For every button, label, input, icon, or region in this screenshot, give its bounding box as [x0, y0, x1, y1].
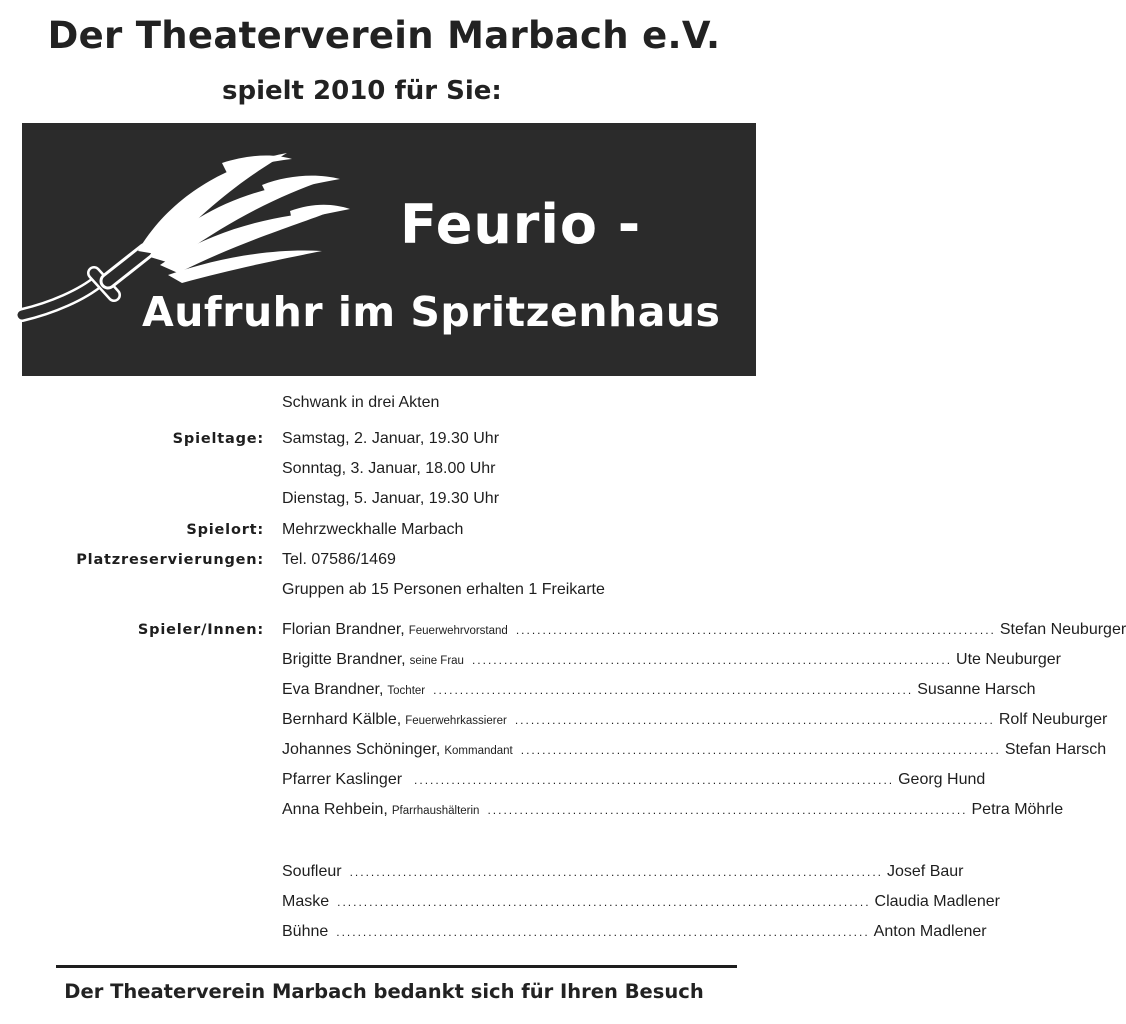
footer-divider: [56, 965, 737, 968]
character-name: Johannes Schöninger,: [282, 741, 441, 758]
cast-row: [282, 741, 1107, 761]
actor-name: Rolf Neuburger: [998, 711, 1108, 728]
crew-row: [282, 923, 987, 943]
dot-leader: ....................................................................................................: [336, 925, 870, 939]
actor-name: Stefan Neuburger: [999, 621, 1126, 638]
dot-leader: ..........................................................................................: [471, 653, 953, 667]
page-title: Der Theaterverein Marbach e.V.: [47, 14, 721, 57]
dot-leader: ....................................................................................................: [337, 895, 871, 909]
dot-leader: ..........................................................................................: [414, 773, 895, 787]
date-2: Sonntag, 3. Januar, 18.00 Uhr: [282, 460, 496, 477]
dot-leader: ..........................................................................................: [433, 683, 914, 697]
spieltage-label: Spieltage:: [172, 431, 264, 447]
banner-subtitle: Aufruhr im Spritzenhaus: [142, 288, 721, 336]
title-banner: [22, 123, 756, 376]
date-1: Samstag, 2. Januar, 19.30 Uhr: [282, 430, 500, 447]
actor-name: Petra Möhrle: [971, 801, 1064, 818]
cast-row: [282, 771, 986, 791]
character-role: Feuerwehrkassierer: [405, 715, 507, 727]
character-role: Kommandant: [444, 745, 513, 757]
character-role: seine Frau: [409, 655, 464, 667]
cast-row: [282, 681, 1036, 701]
crew-role: Maske: [282, 893, 330, 910]
dot-leader: ..........................................................................................: [514, 713, 995, 727]
actor-name: Stefan Harsch: [1004, 741, 1107, 758]
character-name: Eva Brandner,: [282, 681, 384, 698]
crew-member: Anton Madlener: [873, 923, 987, 940]
character-role: Pfarrhaushälterin: [391, 805, 480, 817]
cast-row: [282, 621, 1126, 641]
spielort-value: Mehrzweckhalle Marbach: [282, 521, 464, 538]
crew-role: Bühne: [282, 923, 329, 940]
actor-name: Georg Hund: [898, 771, 986, 788]
dot-leader: ....................................................................................................: [349, 865, 883, 879]
dot-leader: ..........................................................................................: [515, 623, 996, 637]
genre-text: Schwank in drei Akten: [282, 394, 440, 411]
cast-row: [282, 801, 1064, 821]
spielort-label: Spielort:: [186, 522, 264, 538]
character-name: Bernhard Kälble,: [282, 711, 402, 728]
banner-title: Feurio -: [400, 193, 642, 256]
character-name: Anna Rehbein,: [282, 801, 388, 818]
actor-name: Susanne Harsch: [917, 681, 1036, 698]
cast-label: Spieler/Innen:: [137, 622, 264, 638]
character-role: Feuerwehrvorstand: [408, 625, 508, 637]
crew-row: [282, 893, 1000, 913]
dot-leader: ..........................................................................................: [520, 743, 1001, 757]
crew-row: [282, 863, 964, 883]
fire-hose-spray-icon: [22, 123, 756, 376]
crew-role: Soufleur: [282, 863, 342, 880]
character-role: Tochter: [387, 685, 426, 697]
cast-row: [282, 711, 1108, 731]
group-note: Gruppen ab 15 Personen erhalten 1 Freikarte: [282, 581, 605, 598]
crew-member: Josef Baur: [887, 863, 964, 880]
dot-leader: ..........................................................................................: [487, 803, 968, 817]
actor-name: Ute Neuburger: [956, 651, 1061, 668]
footer-text: Der Theaterverein Marbach bedankt sich für Ihren Besuch: [64, 980, 704, 1003]
character-name: Florian Brandner,: [282, 621, 405, 638]
phone-number: Tel. 07586/1469: [282, 551, 396, 568]
cast-row: [282, 651, 1061, 671]
character-name: Pfarrer Kaslinger: [282, 771, 403, 788]
crew-member: Claudia Madlener: [874, 893, 1000, 910]
character-name: Brigitte Brandner,: [282, 651, 406, 668]
page-subtitle: spielt 2010 für Sie:: [222, 76, 502, 106]
reservation-label: Platzreservierungen:: [76, 552, 264, 568]
date-3: Dienstag, 5. Januar, 19.30 Uhr: [282, 490, 500, 507]
